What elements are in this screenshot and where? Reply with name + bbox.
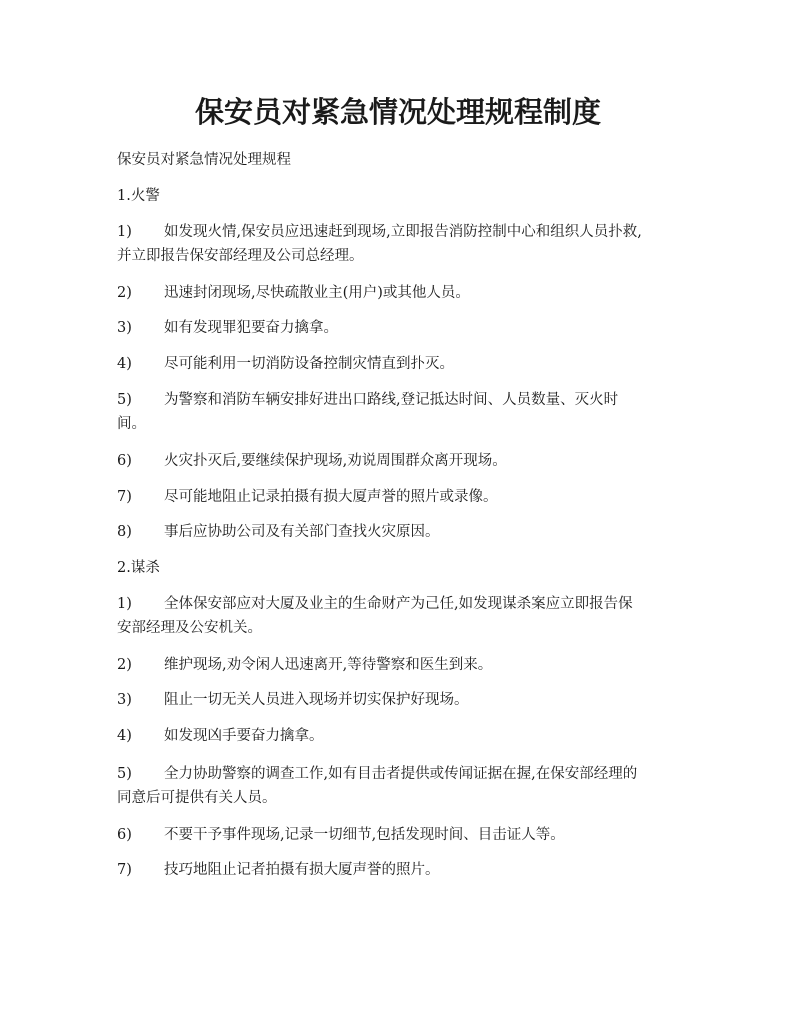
item-text: 技巧地阻止记者拍摄有损大厦声誉的照片。 — [164, 862, 440, 878]
list-item — [117, 762, 687, 786]
item-number: 3) — [117, 320, 132, 336]
document-subtitle: 保安员对紧急情况处理规程 — [117, 152, 291, 168]
item-number: 4) — [117, 356, 132, 372]
list-item — [117, 592, 687, 616]
list-item — [117, 352, 687, 376]
item-text: 如发现凶手要奋力擒拿。 — [164, 728, 324, 744]
list-item — [117, 724, 687, 748]
page-title: 保安员对紧急情况处理规程制度 — [194, 95, 601, 129]
item-text: 不要干予事件现场,记录一切细节,包括发现时间、目击证人等。 — [164, 827, 565, 843]
item-text: 迅速封闭现场,尽快疏散业主(用户)或其他人员。 — [164, 285, 470, 301]
item-number: 8) — [117, 524, 132, 540]
item-text-continuation: 同意后可提供有关人员。 — [117, 790, 277, 806]
item-number: 5) — [117, 392, 132, 408]
item-number: 7) — [117, 489, 132, 505]
item-text: 为警察和消防车辆安排好进出口路线,登记抵达时间、人员数量、灭火时 — [164, 392, 619, 408]
item-number: 6) — [117, 827, 132, 843]
section-heading-fire: 1.火警 — [117, 188, 160, 204]
list-item — [117, 388, 687, 412]
list-item — [117, 316, 687, 340]
item-text-continuation: 安部经理及公安机关。 — [117, 620, 262, 636]
item-text: 火灾扑灭后,要继续保护现场,劝说周围群众离开现场。 — [164, 453, 507, 469]
item-text: 事后应协助公司及有关部门查找火灾原因。 — [164, 524, 440, 540]
item-number: 3) — [117, 692, 132, 708]
item-text: 阻止一切无关人员进入现场并切实保护好现场。 — [164, 692, 469, 708]
item-text: 尽可能利用一切消防设备控制灾情直到扑灭。 — [164, 356, 454, 372]
list-item — [117, 858, 687, 882]
item-number: 7) — [117, 862, 132, 878]
item-number: 1) — [117, 224, 132, 240]
item-number: 2) — [117, 657, 132, 673]
item-number: 4) — [117, 728, 132, 744]
list-item — [117, 688, 687, 712]
list-item — [117, 653, 687, 677]
item-text-continuation: 并立即报告保安部经理及公司总经理。 — [117, 248, 364, 264]
list-item — [117, 220, 687, 244]
list-item — [117, 281, 687, 305]
list-item — [117, 449, 687, 473]
item-text: 全力协助警察的调查工作,如有目击者提供或传闻证据在握,在保安部经理的 — [164, 766, 638, 782]
item-number: 5) — [117, 766, 132, 782]
item-text: 如发现火情,保安员应迅速赶到现场,立即报告消防控制中心和组织人员扑救, — [164, 224, 642, 240]
list-item — [117, 823, 687, 847]
list-item — [117, 520, 687, 544]
item-text: 维护现场,劝令闲人迅速离开,等待警察和医生到来。 — [164, 657, 493, 673]
item-number: 2) — [117, 285, 132, 301]
section-heading-murder: 2.谋杀 — [117, 560, 160, 576]
item-text: 如有发现罪犯要奋力擒拿。 — [164, 320, 338, 336]
list-item — [117, 485, 687, 509]
item-number: 1) — [117, 596, 132, 612]
item-text: 尽可能地阻止记录拍摄有损大厦声誉的照片或录像。 — [164, 489, 498, 505]
item-number: 6) — [117, 453, 132, 469]
item-text-continuation: 间。 — [117, 416, 146, 432]
item-text: 全体保安部应对大厦及业主的生命财产为己任,如发现谋杀案应立即报告保 — [164, 596, 633, 612]
